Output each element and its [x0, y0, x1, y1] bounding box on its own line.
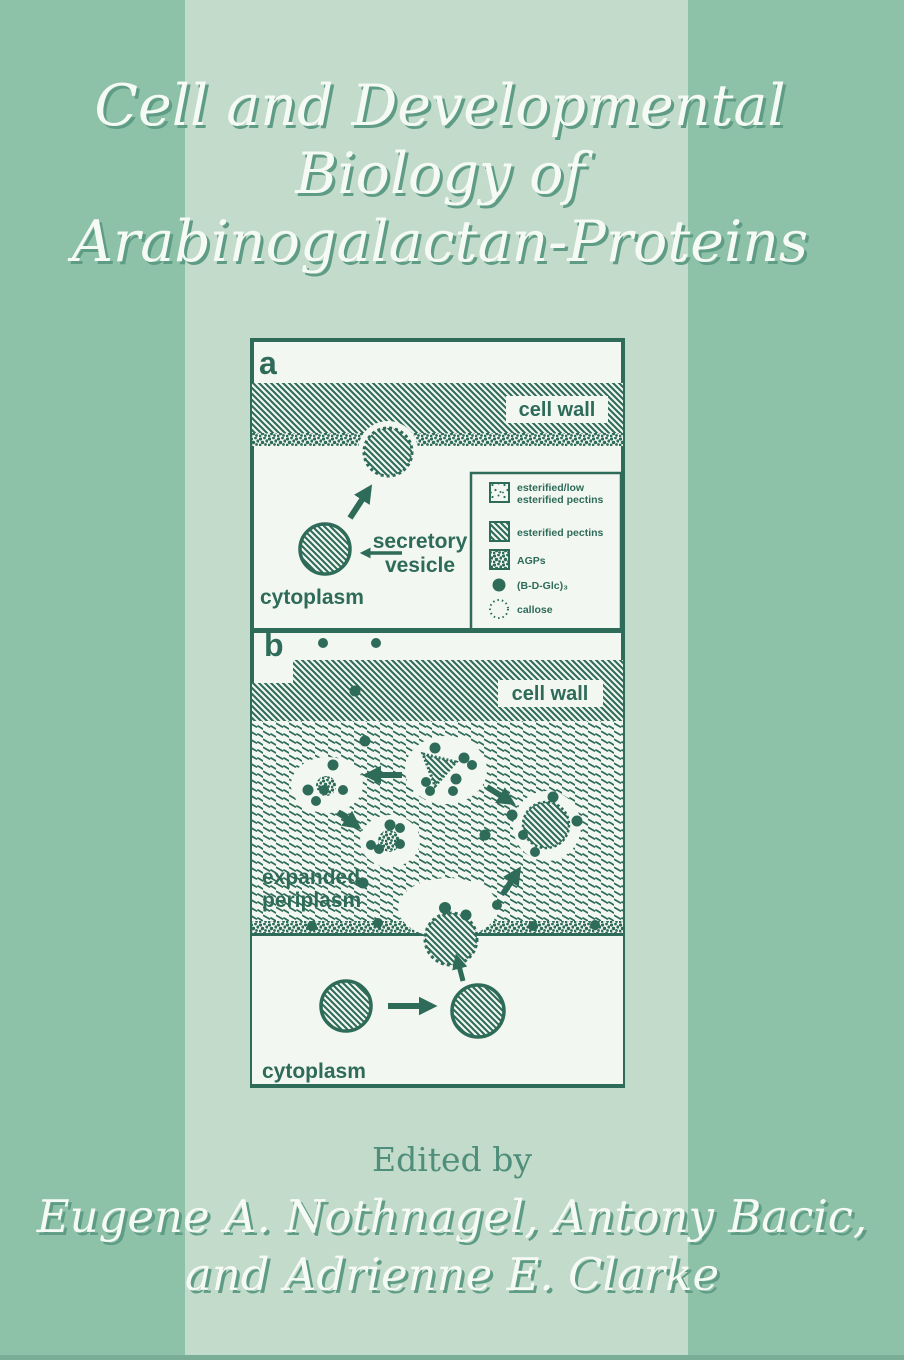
book-title-line-1: Cell and Developmental [94, 73, 786, 139]
edited-by-label: Edited by [372, 1140, 532, 1179]
panel-a-secretory-label-line2: vesicle [384, 554, 456, 577]
panel-divider [250, 628, 625, 633]
panel-b-cell-wall-text: cell wall [511, 683, 589, 705]
legend-item-3-line1: AGPs [517, 555, 546, 567]
book-title-line-3: Arabinogalactan-Proteins [71, 209, 809, 275]
panel-a-secretory-vesicle [300, 524, 350, 574]
bottom-edge-strip [0, 1355, 904, 1360]
editors-line-2: and Adrienne E. Clarke [184, 1248, 720, 1301]
expanded-periplasm-label-line2: periplasm [262, 889, 362, 912]
panel-a-cytoplasm-label: cytoplasm [260, 586, 364, 609]
panel-a-cell-wall-text: cell wall [518, 399, 596, 421]
panel-b [252, 627, 623, 1084]
panel-b-cell-wall-label [498, 680, 603, 707]
panel-b-cytoplasm-label: cytoplasm [262, 1060, 366, 1083]
panel-a-label: a [259, 345, 277, 381]
panel-b-free-glucan-dot [318, 638, 328, 648]
agp-secretion-diagram [250, 338, 625, 1088]
legend-item-1-line2: esterified pectins [517, 494, 604, 506]
editors-line-1: Eugene A. Nothnagel, Antony Bacic, [36, 1190, 868, 1243]
cover-figure [250, 338, 625, 1088]
legend-diagonal-hatch-square-icon [490, 522, 509, 541]
legend-item-5-line1: callose [517, 604, 553, 616]
panel-a-cell-wall-label [506, 396, 608, 423]
cytoplasm-vesicle-left [321, 981, 371, 1031]
book-title [0, 72, 880, 276]
figure-legend [471, 473, 621, 630]
expanded-periplasm-label-line1: expanded [262, 866, 361, 889]
panel-a-secretory-label-line1: secretory [372, 530, 468, 553]
legend-item-1-line1: esterified/low [517, 482, 585, 494]
panel-a-fusing-vesicle [358, 421, 418, 481]
legend-dense-speckle-square-icon [490, 550, 509, 569]
book-title-line-2: Biology of [295, 141, 585, 207]
legend-filled-circle-icon [493, 579, 506, 592]
panel-b-label: b [264, 627, 284, 663]
legend-item-4-line1: (B-D-Glc)₃ [517, 580, 568, 592]
legend-item-2-line1: esterified pectins [517, 527, 604, 539]
panel-b-free-glucan-dot [371, 638, 381, 648]
cytoplasm-vesicle-right [452, 985, 504, 1037]
legend-sparse-dot-square-icon [490, 483, 509, 502]
